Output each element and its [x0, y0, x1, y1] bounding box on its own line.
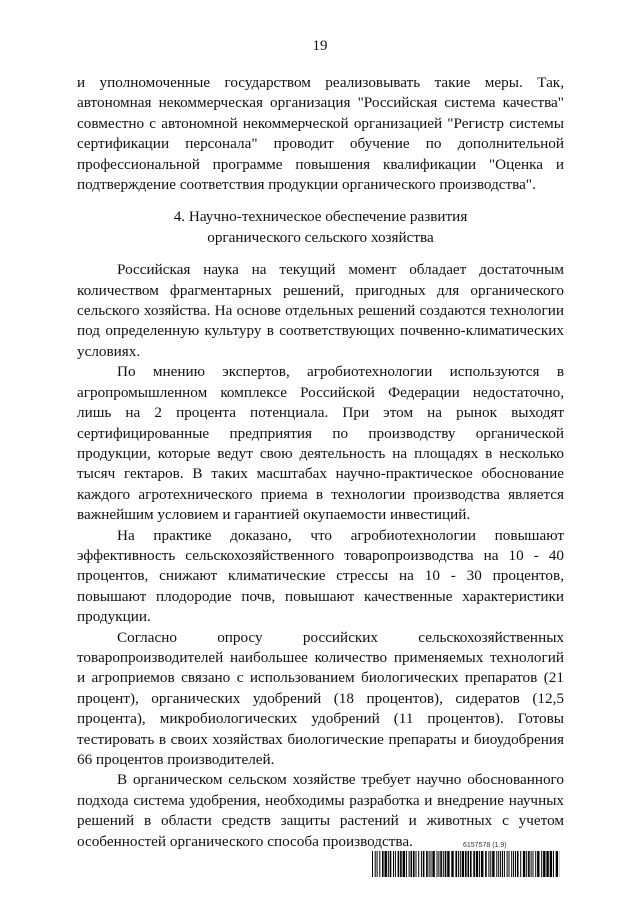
section-heading-line-1: 4. Научно-техническое обеспечение развития	[173, 208, 468, 226]
paragraph: Согласно опросу российских сельскохозяйственных товаропроизводителей наибольшее количество применяемых технологий и агроприемов связано с использованием биологических препаратов (21 процент), органических удобрений (18 процентов), сидератов (12,5 процента), микробиологических удобрений (11 процентов). Готовы тестировать в своих хозяйствах биологические препараты и биоудобрения 66 процентов производителей.	[77, 628, 564, 768]
paragraph: На практике доказано, что агробиотехнологии повышают эффективность сельскохозяйственного товаропроизводства на 10 - 40 процентов, снижают климатические стрессы на 10 - 30 процентов, повышают плодородие почв, повышают качественные характеристики продукции.	[77, 526, 564, 626]
page-number: 19	[312, 38, 328, 54]
section-heading-line-2: органического сельского хозяйства	[207, 228, 434, 246]
paragraph: Российская наука на текущий момент обладает достаточным количеством фрагментарных решений, пригодных для органического сельского хозяйства. На основе отдельных решений создаются технологии под определенную культуру в соответствующих почвенно-климатических условиях.	[77, 261, 564, 360]
paragraph-continuation: и уполномоченные государством реализовывать такие меры. Так, автономная некоммерческая организация "Российская система качества" совместно с автономной некоммерческой организацией "Регистр системы сертификации персонала" проводит обучение по дополнительной профессиональной программе повышения квалификации "Оценка и подтверждение соответствия продукции органического производства".	[77, 74, 564, 194]
barcode-icon	[372, 851, 560, 877]
document-code: 6157578 (1.9)	[463, 842, 507, 849]
paragraph: В органическом сельском хозяйстве требует научно обоснованного подхода система удобрения, необходимы разработка и внедрение научных решений в области средств защиты растений и животных с учетом особенностей органического способа производства.	[77, 771, 564, 850]
paragraph: По мнению экспертов, агробиотехнологии используются в агропромышленном комплексе Российской Федерации недостаточно, лишь на 2 процента потенциала. При этом на рынок выходят сертифицированные предприятия по производству органической продукции, которые ведут свою деятельность на площадях в несколько тысяч гектаров. В таких масштабах научно-практическое обоснование каждого агротехнического приема в технологии производства является важнейшим условием и гарантией окупаемости инвестиций.	[77, 363, 564, 524]
section-heading	[77, 207, 564, 248]
body-text	[77, 73, 564, 852]
